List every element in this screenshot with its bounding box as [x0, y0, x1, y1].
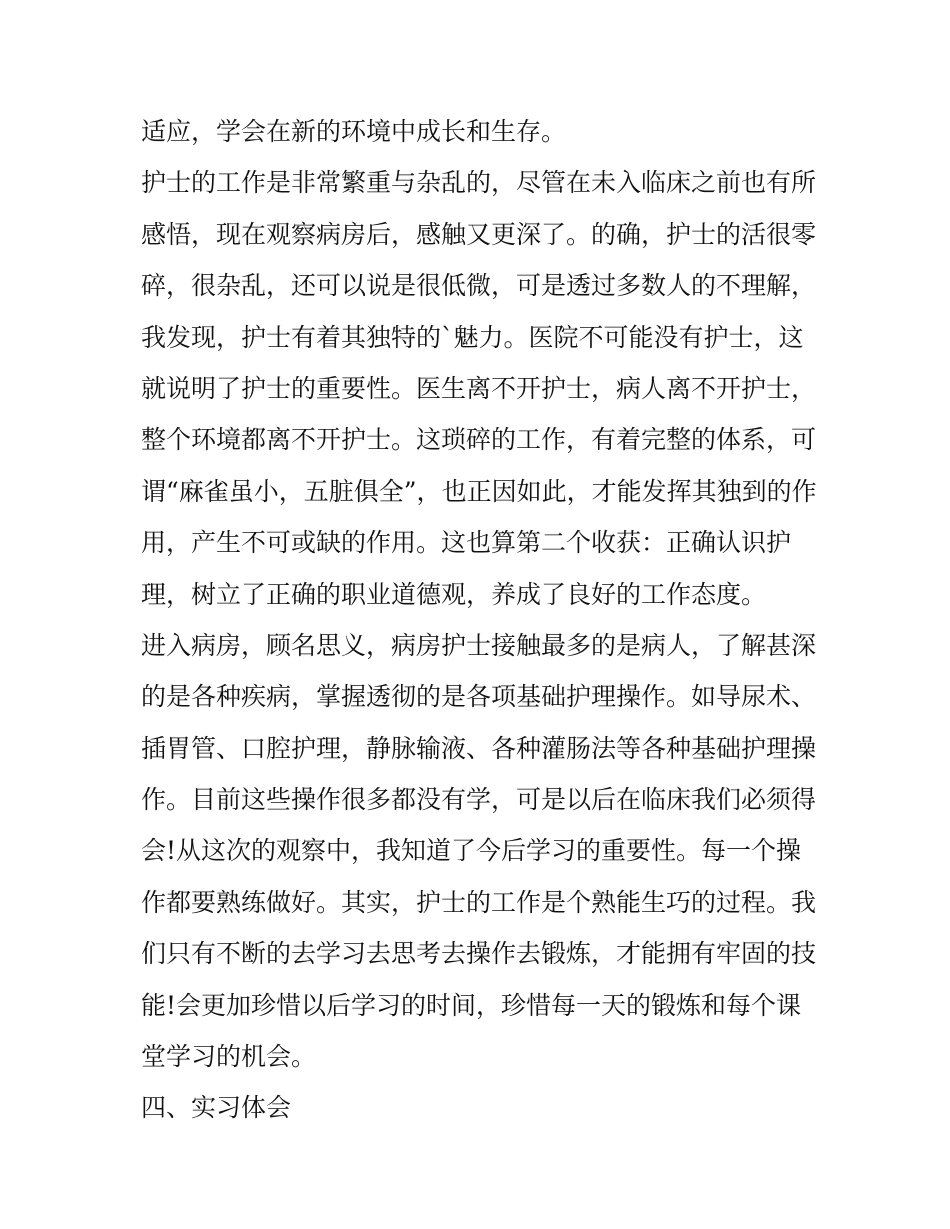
text-line: 谓“麻雀虽小，五脏俱全”，也正因如此，才能发挥其独到的作 — [141, 476, 817, 506]
text-line: 作。目前这些操作很多都没有学，可是以后在临床我们必须得 — [141, 785, 817, 815]
text-line: 用，产生不可或缺的作用。这也算第二个收获：正确认识护 — [141, 528, 792, 558]
text-line: 能!会更加珍惜以后学习的时间，珍惜每一天的锻炼和每个课 — [141, 990, 802, 1020]
text-line: 插胃管、口腔护理，静脉输液、各种灌肠法等各种基础护理操 — [141, 733, 817, 763]
body-text — [141, 106, 821, 1134]
text-line: 进入病房，顾名思义，病房护士接触最多的是病人，了解甚深 — [141, 630, 817, 660]
text-line: 护士的工作是非常繁重与杂乱的，尽管在未入临床之前也有所 — [141, 168, 817, 198]
text-line: 我发现，护士有着其独特的`魅力。医院不可能没有护士，这 — [141, 322, 804, 352]
text-line: 感悟，现在观察病房后，感触又更深了。的确，护士的活很零 — [141, 219, 817, 249]
text-line: 适应，学会在新的环境中成长和生存。 — [141, 117, 567, 146]
text-line: 堂学习的机会。 — [141, 1042, 317, 1072]
text-line: 会!从这次的观察中，我知道了今后学习的重要性。每一个操 — [141, 836, 802, 866]
text-line: 碎，很杂乱，还可以说是很低微，可是透过多数人的不理解， — [141, 271, 817, 301]
text-line: 作都要熟练做好。其实，护士的工作是个熟能生巧的过程。我 — [141, 887, 817, 917]
text-line: 们只有不断的去学习去思考去操作去锻炼，才能拥有牢固的技 — [141, 939, 817, 969]
text-line: 理，树立了正确的职业道德观，养成了良好的工作态度。 — [141, 579, 767, 609]
section-heading: 四、实习体会 — [141, 1093, 292, 1123]
text-line: 整个环境都离不开护士。这琐碎的工作，有着完整的体系，可 — [141, 425, 817, 455]
text-line: 就说明了护士的重要性。医生离不开护士，病人离不开护士， — [141, 373, 817, 403]
text-line: 的是各种疾病，掌握透彻的是各项基础护理操作。如导尿术、 — [141, 682, 817, 712]
